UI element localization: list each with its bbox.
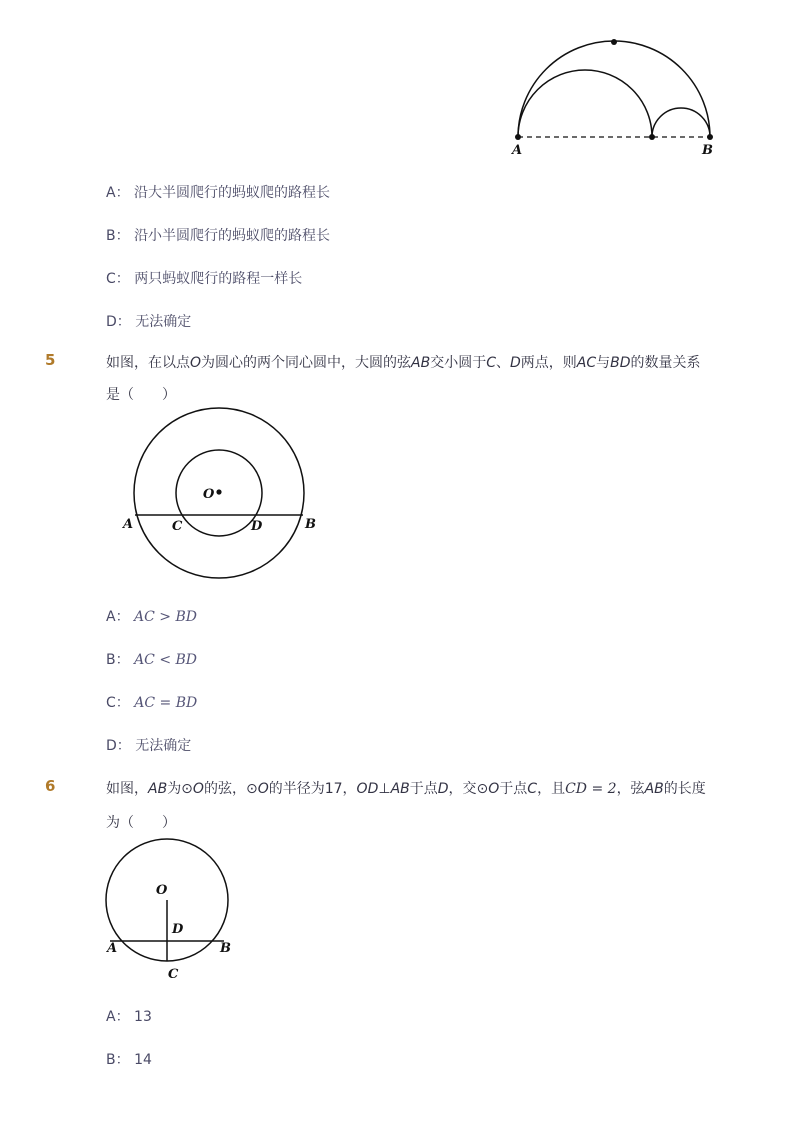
- q6-option-a[interactable]: [106, 1006, 152, 1026]
- semicircle-figure: [500, 30, 730, 165]
- stem-var: D: [510, 355, 521, 371]
- stem-var: O: [257, 781, 269, 797]
- stem-var: C: [486, 355, 496, 371]
- center-point: [216, 489, 221, 494]
- question-number-5: 5: [45, 351, 56, 369]
- q4-option-a[interactable]: [106, 182, 330, 202]
- q6-stem-line1: [106, 778, 706, 798]
- stem-text: 如图，: [106, 781, 148, 797]
- q6-stem-line2: 为（ ）: [106, 815, 176, 831]
- stem-var: O: [190, 355, 202, 371]
- option-key: A：: [106, 1009, 130, 1025]
- q5-stem-line1: [106, 352, 701, 372]
- stem-text: 于点: [409, 781, 438, 797]
- question-number-6: 6: [45, 777, 56, 795]
- stem-var: O: [192, 781, 204, 797]
- label-b: B: [305, 517, 316, 532]
- option-text: 沿小半圆爬行的蚂蚁爬的路程长: [134, 228, 331, 244]
- label-c: C: [168, 967, 179, 982]
- q5-option-c[interactable]: [106, 692, 197, 712]
- stem-text: 于点: [499, 781, 528, 797]
- option-key: B：: [106, 228, 130, 244]
- option-key: C：: [106, 271, 130, 287]
- label-o: O: [156, 883, 168, 898]
- stem-text: 的半径为17，: [268, 781, 357, 797]
- option-text: 无法确定: [135, 738, 192, 754]
- option-key: B：: [106, 652, 130, 668]
- label-b: B: [220, 941, 231, 956]
- stem-var: O: [488, 781, 500, 797]
- q5-option-a[interactable]: [106, 606, 197, 626]
- stem-var: AB: [644, 781, 664, 797]
- stem-text: 如图，在以点: [106, 355, 190, 371]
- stem-var: D: [437, 781, 449, 797]
- stem-text: 的长度: [663, 781, 706, 797]
- q5-stem-line2: 是（ ）: [106, 387, 176, 403]
- option-text: AC = BD: [134, 695, 198, 711]
- stem-text: 为圆心的两个同心圆中，大圆的弦: [201, 355, 412, 371]
- stem-text: 为⊙: [167, 781, 193, 797]
- medium-semicircle: [518, 70, 652, 137]
- q5-option-b[interactable]: [106, 649, 197, 669]
- point-b: [707, 134, 713, 140]
- option-key: A：: [106, 609, 130, 625]
- stem-text: ，弦: [616, 781, 645, 797]
- label-a: A: [123, 517, 134, 532]
- option-key: A：: [106, 185, 130, 201]
- option-key: D：: [106, 738, 131, 754]
- option-text: 14: [134, 1052, 152, 1068]
- label-d: D: [172, 922, 184, 937]
- label-c: C: [172, 519, 183, 534]
- stem-var: AB: [411, 355, 431, 371]
- option-text: AC < BD: [134, 652, 198, 668]
- label-o: O: [203, 487, 215, 502]
- label-a: A: [512, 143, 523, 158]
- stem-math: CD = 2: [565, 781, 617, 797]
- stem-var: BD: [610, 355, 631, 371]
- label-b: B: [702, 143, 713, 158]
- label-d: D: [251, 519, 263, 534]
- concentric-circles-figure: [115, 400, 325, 585]
- point-a: [515, 134, 521, 140]
- stem-text: 交小圆于: [430, 355, 487, 371]
- stem-text: 、: [496, 355, 510, 371]
- stem-text: 的弦，⊙: [203, 781, 258, 797]
- label-a: A: [107, 941, 118, 956]
- stem-var: OD: [356, 781, 379, 797]
- q6-option-b[interactable]: [106, 1049, 152, 1069]
- point-top: [611, 39, 617, 45]
- small-semicircle: [652, 108, 710, 137]
- option-text: 沿大半圆爬行的蚂蚁爬的路程长: [134, 185, 331, 201]
- q4-option-d[interactable]: [106, 311, 191, 331]
- stem-text: ⊥: [378, 781, 391, 797]
- stem-text: 的数量关系: [630, 355, 701, 371]
- stem-var: AB: [148, 781, 168, 797]
- q4-option-c[interactable]: [106, 268, 302, 288]
- stem-text: ，交⊙: [448, 781, 489, 797]
- stem-var: AC: [576, 355, 597, 371]
- option-key: C：: [106, 695, 130, 711]
- circle-chord-figure: [95, 830, 245, 985]
- stem-text: 两点，则: [520, 355, 577, 371]
- option-text: 两只蚂蚁爬行的路程一样长: [134, 271, 303, 287]
- stem-var: C: [527, 781, 538, 797]
- q4-option-b[interactable]: [106, 225, 330, 245]
- point-mid: [649, 134, 655, 140]
- option-text: AC > BD: [134, 609, 197, 625]
- stem-var: AB: [390, 781, 410, 797]
- option-text: 13: [134, 1009, 152, 1025]
- large-semicircle: [518, 41, 710, 137]
- option-text: 无法确定: [135, 314, 192, 330]
- stem-text: ，且: [537, 781, 566, 797]
- q5-option-d[interactable]: [106, 735, 191, 755]
- option-key: B：: [106, 1052, 130, 1068]
- stem-text: 与: [596, 355, 611, 371]
- option-key: D：: [106, 314, 131, 330]
